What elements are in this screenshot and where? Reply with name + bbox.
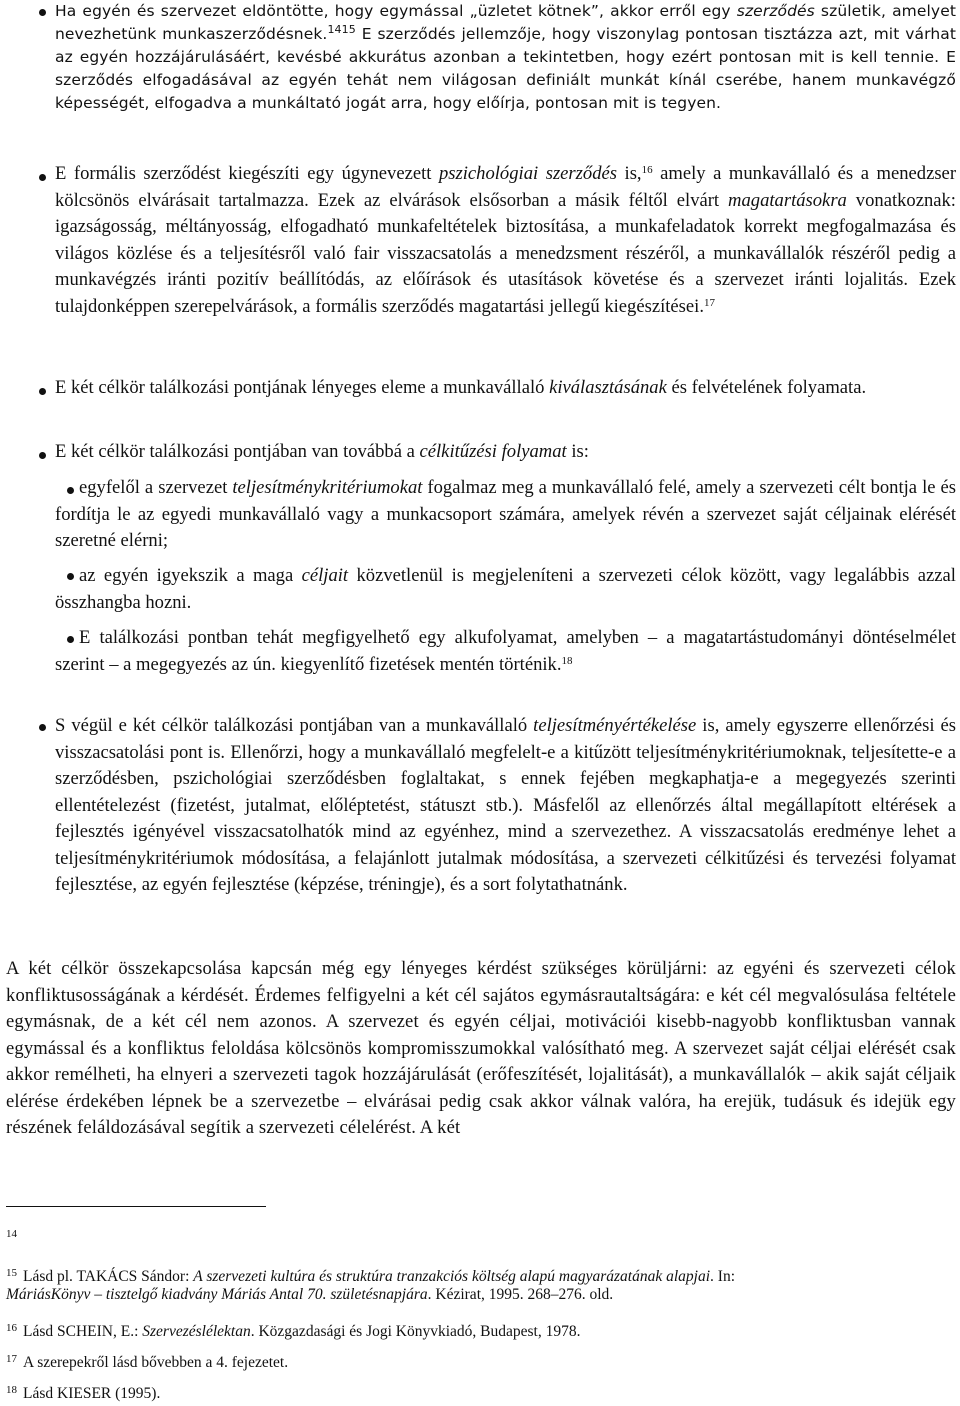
emphasis-text: szerződés [736, 2, 815, 20]
footnote-number: 18 [6, 1384, 17, 1396]
text-run: E két célkör találkozási pontjának lényeges eleme a munkavállaló [55, 377, 550, 398]
footnote-17 [6, 1347, 288, 1375]
text-run: az egyén igyekszik a maga [79, 565, 302, 586]
footnote-18 [6, 1378, 160, 1406]
text-run: egyfelől a szervezet [79, 477, 233, 498]
bullet-dot [39, 9, 46, 16]
bullet-dot [39, 724, 46, 731]
footnote-ref: 17 [703, 296, 715, 309]
bullet-dot [39, 452, 46, 459]
text-run: fogalmaz meg a munkavállaló felé, amely a szervezeti célt bontja le és fordítja le az egyedi munkavállaló vagy a munkacsoport számára, amelyek révén a szervezet saját céljainak elérését szeretné elérni; [55, 477, 956, 551]
text-run: E szerződés jellemzője, hogy viszonylag pontosan tisztázza azt, mit várhat az egyén hozzájárulásáért, kevésbé akkurátus azonban a tekintetben, hogy ezért pontosan mit is kell tennie. E szerződés elfogadásával az egyén tehát nem világosan definiált munkát kínál cserébe, hanem munkavégző képességét, elfogadva a munkáltató jogát arra, hogy előírja, pontosan mit is tegyen. [55, 25, 957, 112]
footnote-separator [6, 1206, 266, 1207]
emphasis-text: Szervezéslélektan [142, 1323, 251, 1340]
text-run: E találkozási pontban tehát megfigyelhető egy alkufolyamat, amelyben – a magatartástudományi döntéselmélet szerint – a megegyezés az ún. kiegyenlítő fizetések mentén történik. [55, 627, 956, 675]
footnote-number: 16 [6, 1322, 17, 1334]
bullet-dot [39, 388, 46, 395]
footnote-ref: 16 [641, 164, 653, 176]
footnote-number: 15 [6, 1267, 17, 1279]
footnote-number: 14 [6, 1228, 17, 1240]
text-run: S végül e két célkör találkozási pontjában van a munkavállaló [55, 715, 534, 736]
text-run: amely a munkavállaló és a menedzser kölcsönös elvárásait tartalmazza. Ezek az elvárások elsősorban a másik féltől elvárt [55, 163, 957, 211]
bullet-paragraph-performance-appraisal [55, 713, 956, 899]
text-run: Lásd KIESER (1995). [23, 1385, 161, 1402]
footnote-16 [6, 1316, 580, 1344]
text-run: is, [616, 163, 642, 184]
footnote-14 [6, 1222, 23, 1250]
bullet-paragraph-contract [55, 0, 956, 115]
emphasis-text: A szervezeti kultúra és struktúra tranzakciós költség alapú magyarázatának alapjai [193, 1268, 711, 1285]
text-run: közvetlenül is megjeleníteni a szervezeti célok között, vagy legalábbis azzal összhangba hozni. [55, 565, 956, 613]
text-run: . Kézirat, 1995. 268–276. old. [427, 1286, 614, 1303]
text-run: . In: [710, 1268, 736, 1285]
text-run: is, amely egyszerre ellenőrzési és visszacsatolási pont is. Ellenőrzi, hogy a munkavállaló megfelelt-e a kitűzött teljesítménykritériumoknak, teljesítette-e a szerződésben, pszichológiai szerződésben foglaltakat, s ennek fejében megkaphatja-e a megegyezés szerinti ellentételezést (fizetést, jutalmat, előléptetést, státuszt stb.). Másfelől az ellenőrzés által megállapított eltérések a fejlesztés igényével visszacsatolhatók mind az egyénhez, mind a szervezethez. A visszacsatolás eredménye lehet a teljesítménykritériumok módosítása, a felajánlott jutalmak módosítása, a szervezeti célkitűzési és tervezési folyamat fejlesztése, az egyén fejlesztése (képzése, tréningje), és a sort folytathatnánk. [55, 715, 956, 895]
bullet-paragraph-psych-contract [55, 161, 956, 320]
footnote-text [6, 1286, 613, 1303]
footnote-number: 17 [6, 1353, 17, 1365]
bullet-paragraph-individual-goals [55, 563, 956, 616]
bullet-paragraph-bargaining [55, 625, 956, 678]
text-run: születik, amelyet nevezhetünk munkaszerződésnek. [55, 2, 957, 43]
emphasis-text: céljait [301, 565, 349, 586]
footnote-ref: 18 [561, 654, 573, 667]
emphasis-text: teljesítménykritériumokat [232, 477, 423, 498]
text-run: Lásd SCHEIN, E.: [23, 1323, 143, 1340]
text-run: és felvételének folyamata. [666, 377, 867, 398]
text-run: Ha egyén és szervezet eldöntötte, hogy egymással „üzletet kötnek”, akkor erről egy [55, 2, 737, 20]
emphasis-text: pszichológiai szerződés [438, 163, 617, 184]
emphasis-text: MáriásKönyv – tisztelgő kiadvány Máriás Antal 70. születésnapjára [6, 1286, 428, 1303]
bullet-paragraph-goal-setting [55, 439, 956, 466]
footnote-text [23, 1354, 288, 1371]
emphasis-text: célkitűzési folyamat [419, 441, 567, 462]
emphasis-text: teljesítményértékelése [533, 715, 697, 736]
text-run: Lásd pl. TAKÁCS Sándor: [23, 1268, 194, 1285]
text-run: is: [566, 441, 589, 462]
emphasis-text: kiválasztásának [549, 377, 667, 398]
footnote-ref: 1415 [327, 23, 356, 36]
emphasis-text: magatartásokra [728, 189, 847, 211]
footnote-text [23, 1323, 580, 1340]
text-run: E két célkör találkozási pontjában van továbbá a [55, 441, 420, 462]
text-run: A szerepekről lásd bővebben a 4. fejezetet. [23, 1354, 289, 1371]
footnote-text [23, 1385, 160, 1402]
bullet-paragraph-organization-criteria [55, 475, 956, 555]
footnote-15-continued [6, 1283, 613, 1307]
body-paragraph: A két célkör összekapcsolása kapcsán még egy lényeges kérdést szükséges körüljárni: az egyéni és szervezeti célok konfliktusosságának a kérdését. Érdemes felfigyelni a két cél sajátos egymásrautaltságára: e két cél megvalósulása feltétele egymásnak, de a két cél nem azonos. A szervezet és egyén céljai, motivációi kisebb-nagyobb konfliktusban vannak egymással és a konfliktus feloldása kölcsönös kompromisszumokkal valósítható meg. A szervezet saját céljai elérését csak akkor remélheti, ha elnyeri a szervezeti tagok hozzájárulását (erőfeszítését, lojalitását), a munkavállalók – akik saját céljaik elérése érdekében lépnek be a szervezetbe – elvárásai pedig csak akkor válnak valóra, ha erejük, tudásuk és idejük egy részének feláldozásával segítik a szervezeti célelérést. A két [6, 958, 956, 1138]
text-run: . Közgazdasági és Jogi Könyvkiadó, Budapest, 1978. [250, 1323, 581, 1340]
text-run: vonatkoznak: igazságosság, méltányosság, elfogadható munkafeltételek biztosítása, a munkafeladatok korrekt megfogalmazása és világos közlése és a teljesítésről való fair visszacsatolás a menedzsment részéről, a munkavállalók részéről pedig a munkavégzés iránti pozitív beállítódás, az előírások és utasítások követése és a szervezet iránti lojalitás. Ezek tulajdonképpen szerepelvárások, a formális szerződés magatartási jellegű kiegészítései. [55, 189, 956, 317]
text-run: E formális szerződést kiegészíti egy úgynevezett [55, 163, 439, 184]
bullet-dot [39, 174, 46, 181]
bullet-paragraph-selection [55, 375, 956, 402]
